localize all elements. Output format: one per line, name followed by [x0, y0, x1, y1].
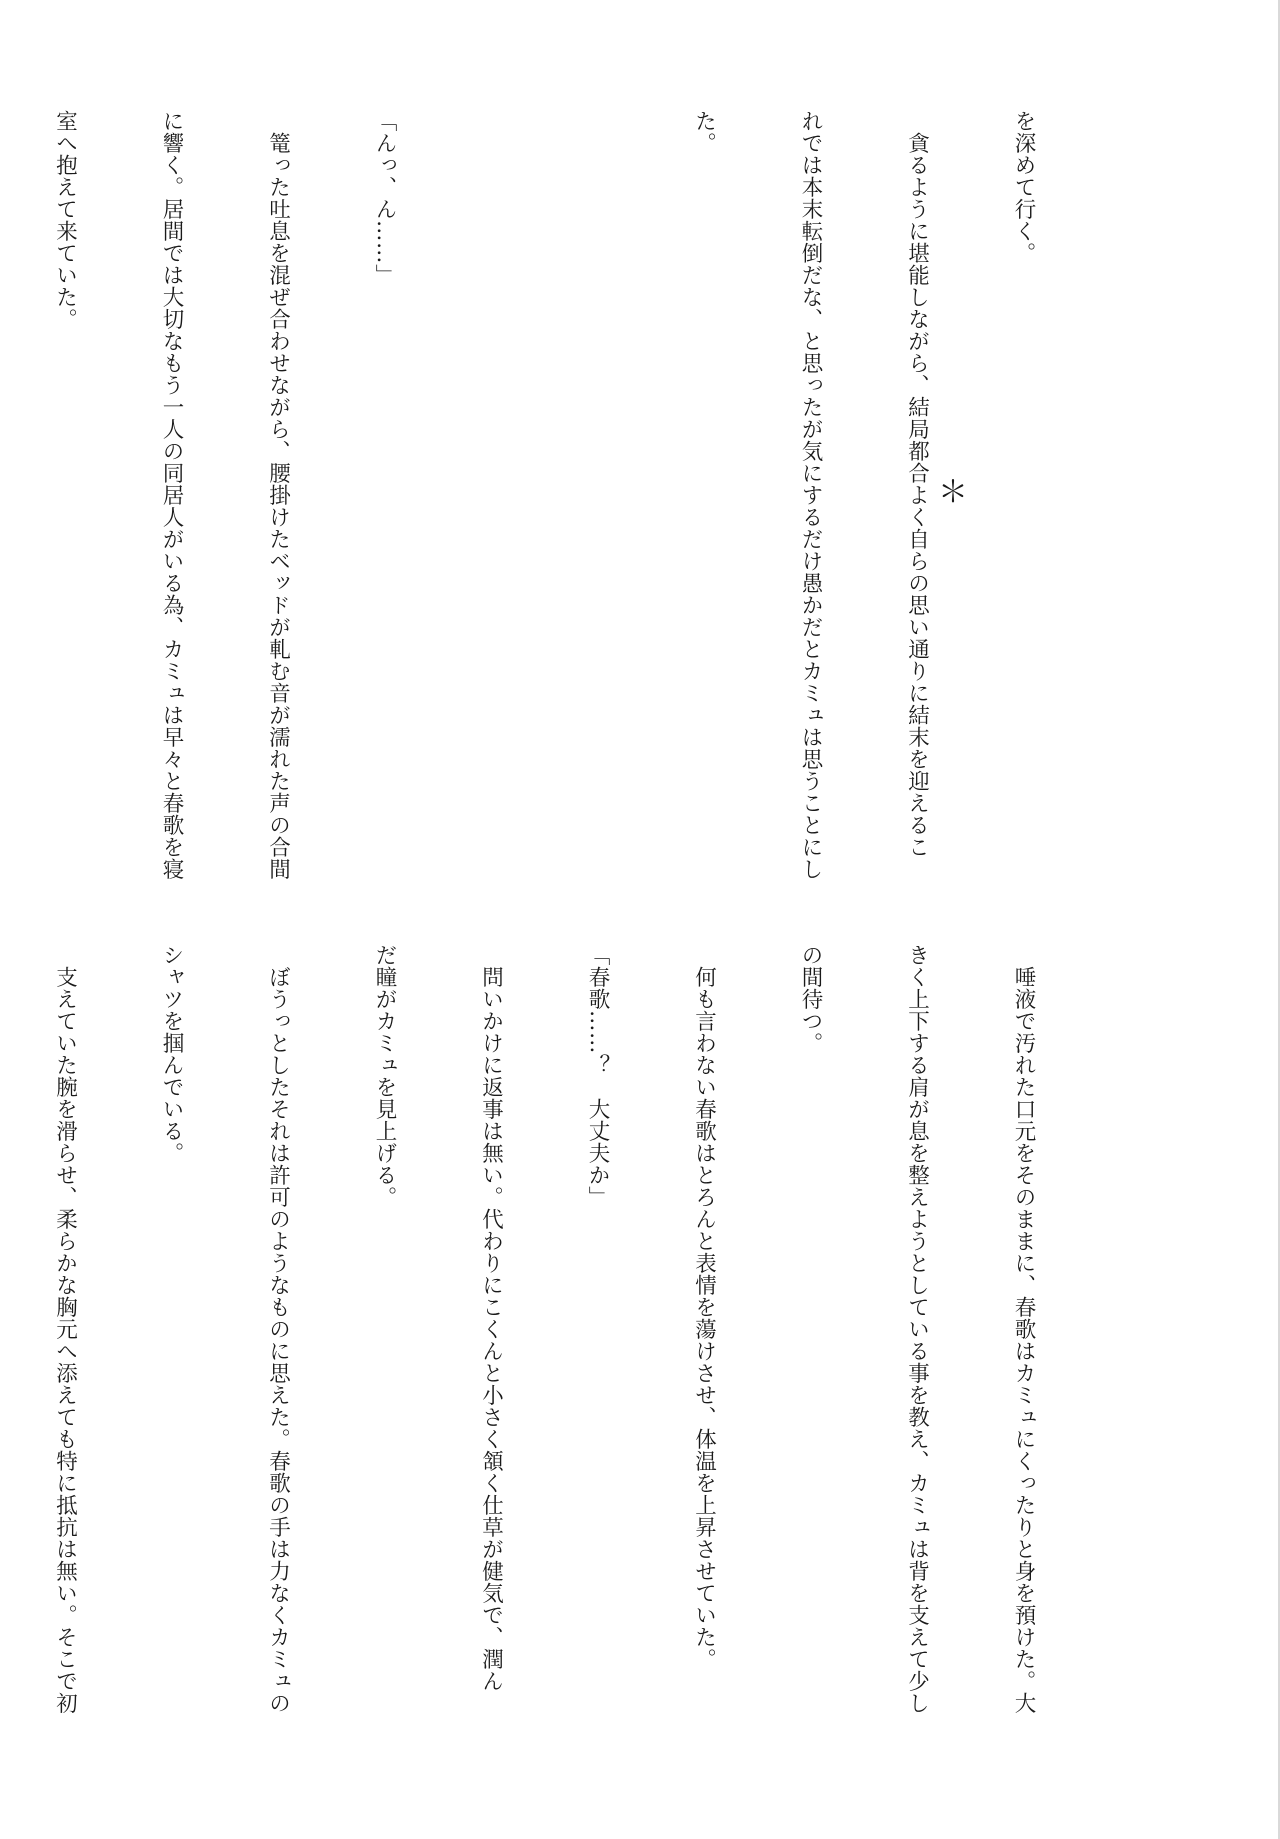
text-line: 篭った吐息を混ぜ合わせながら、腰掛けたベッドが軋む音が濡れた声の合間 — [265, 110, 291, 880]
text-line: に響く。居間では大切なもう一人の同居人がいる為、カミュは早々と春歌を寝 — [159, 110, 184, 880]
blank-line — [473, 110, 509, 870]
text-line: れでは本末転倒だな、と思ったが気にするだけ愚かだとカミュは思うことにし — [798, 110, 823, 880]
text-line: 問いかけに返事は無い。代わりにこくんと小さく頷く仕草が健気で、潤ん — [478, 944, 504, 1692]
text-block-bottom — [52, 944, 1112, 1714]
text-block-top — [52, 110, 1112, 880]
text-line: ぼうっとしたそれは許可のようなものに思えた。春歌の手は力なくカミュの — [265, 944, 291, 1714]
text-line: 室へ抱えて来ていた。 — [52, 110, 78, 330]
text-line: 「春歌……？ 大丈夫か」 — [585, 944, 610, 1208]
text-line: 「んっ、ん……」 — [372, 110, 397, 286]
blank-line — [580, 110, 616, 870]
text-line: の間待つ。 — [798, 944, 823, 1054]
text-line: た。 — [691, 110, 717, 154]
text-line: きく上下する肩が息を整えようとしている事を教え、カミュは背を支えて少し — [904, 944, 930, 1714]
text-line: シャツを掴んでいる。 — [159, 944, 184, 1164]
text-line: だ瞳がカミュを見上げる。 — [372, 944, 397, 1208]
text-line: 支えていた腕を滑らせ、柔らかな胸元へ添えても特に抵抗は無い。そこで初 — [52, 944, 78, 1714]
text-line: 唾液で汚れた口元をそのままに、春歌はカミュにくったりと身を預けた。大 — [1011, 944, 1036, 1714]
scene-break-asterisk: ＊ — [938, 475, 968, 510]
text-line: 貪るように堪能しながら、結局都合よく自らの思い通りに結末を迎えるこ — [904, 110, 930, 858]
text-line: 何も言わない春歌はとろんと表情を蕩けさせ、体温を上昇させていた。 — [691, 944, 717, 1670]
text-line: を深めて行く。 — [1011, 110, 1036, 264]
